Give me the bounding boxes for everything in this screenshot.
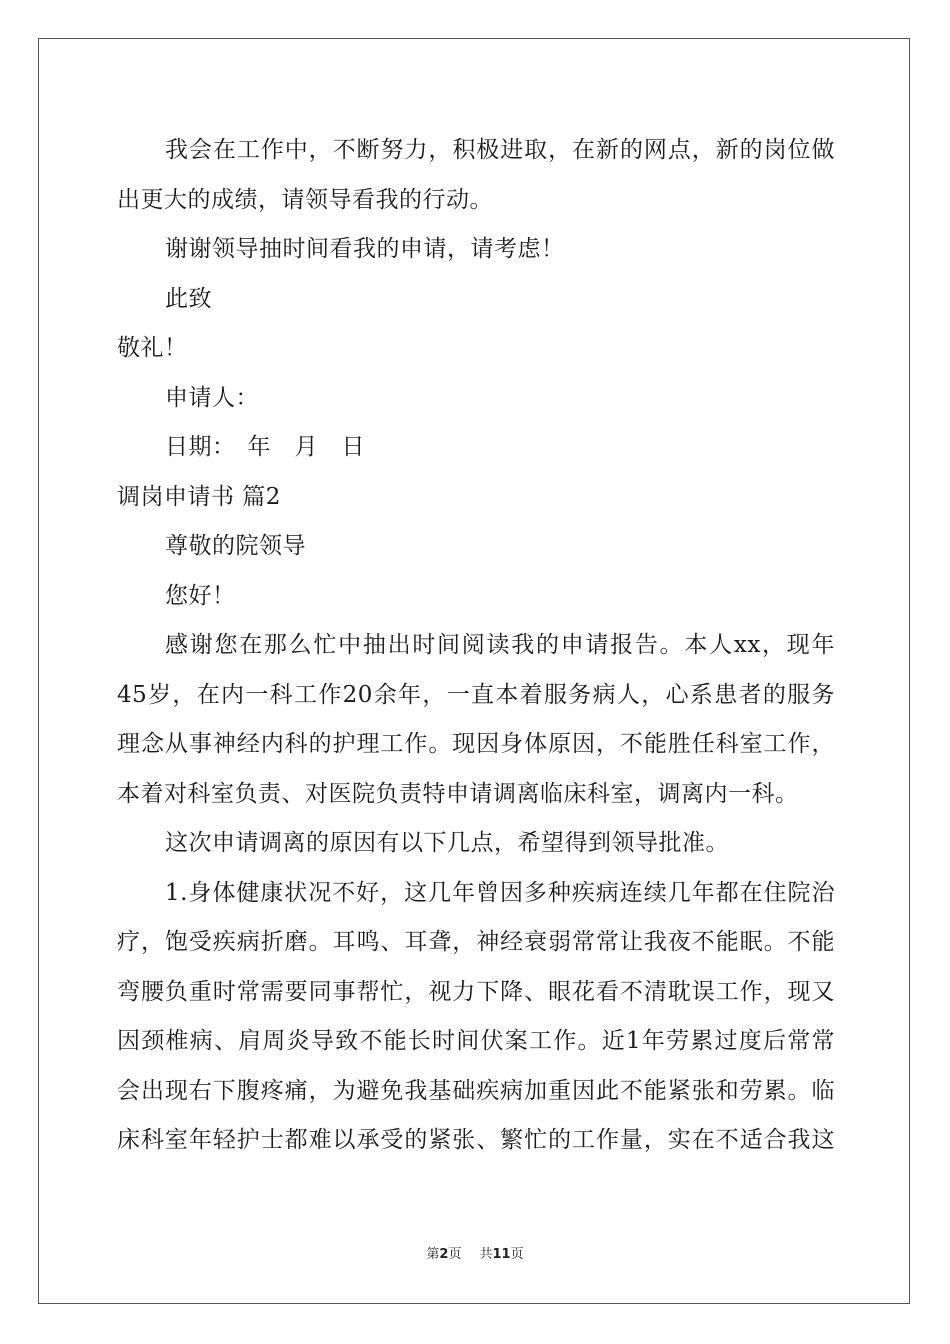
date-label: 日期： 年 月 日: [165, 434, 365, 460]
page-prefix: 第: [426, 1247, 440, 1262]
paragraph-line: 感谢您在那么忙中抽出时间阅读我的申请报告。本人xx，现年: [165, 632, 835, 658]
paragraph-line: 疗，饱受疾病折磨。耳鸣、耳聋，神经衰弱常常让我夜不能眠。不能: [117, 929, 835, 955]
paragraph-line: 会出现右下腹疼痛，为避免我基础疾病加重因此不能紧张和劳累。临: [117, 1077, 835, 1104]
paragraph-line: 谢谢领导抽时间看我的申请，请考虑！: [165, 236, 565, 262]
paragraph-line: 出更大的成绩，请领导看我的行动。: [117, 186, 493, 213]
paragraph-line: 床科室年轻护士都难以承受的紧张、繁忙的工作量，实在不适合我这: [117, 1127, 835, 1153]
page-number: 2: [439, 1247, 449, 1262]
greeting: 您好！: [165, 582, 236, 609]
applicant-label: 申请人：: [165, 384, 259, 411]
paragraph-line: 1.身体健康状况不好，这几年曾因多种疾病连续几年都在住院治: [165, 879, 835, 906]
paragraph-line: 理念从事神经内科的护理工作。现因身体原因，不能胜任科室工作，: [117, 731, 835, 757]
paragraph-line: 这次申请调离的原因有以下几点，希望得到领导批准。: [165, 830, 729, 856]
page-footer: [0, 1245, 950, 1265]
closing-salutation: 此致: [165, 285, 212, 312]
paragraph-line: 45岁，在内一科工作20余年，一直本着服务病人，心系患者的服务: [117, 681, 835, 708]
section-heading: 调岗申请书 篇2: [117, 483, 281, 510]
total-prefix: 共: [479, 1247, 493, 1262]
paragraph-line: 我会在工作中，不断努力，积极进取，在新的网点，新的岗位做: [165, 137, 835, 163]
paragraph-line: 本着对科室负责、对医院负责特申请调离临床科室，调离内一科。: [117, 780, 799, 807]
greeting-recipient: 尊敬的院领导: [165, 533, 306, 559]
total-suffix: 页: [510, 1247, 524, 1262]
total-pages: 11: [492, 1247, 511, 1262]
page-suffix: 页: [448, 1247, 462, 1262]
paragraph-line: 因颈椎病、肩周炎导致不能长时间伏案工作。近1年劳累过度后常常: [117, 1028, 835, 1054]
paragraph-line: 弯腰负重时常需要同事帮忙，视力下降、眼花看不清耽误工作，现又: [117, 978, 835, 1005]
document-body: [117, 126, 835, 1166]
closing-respect: 敬礼！: [117, 335, 188, 361]
